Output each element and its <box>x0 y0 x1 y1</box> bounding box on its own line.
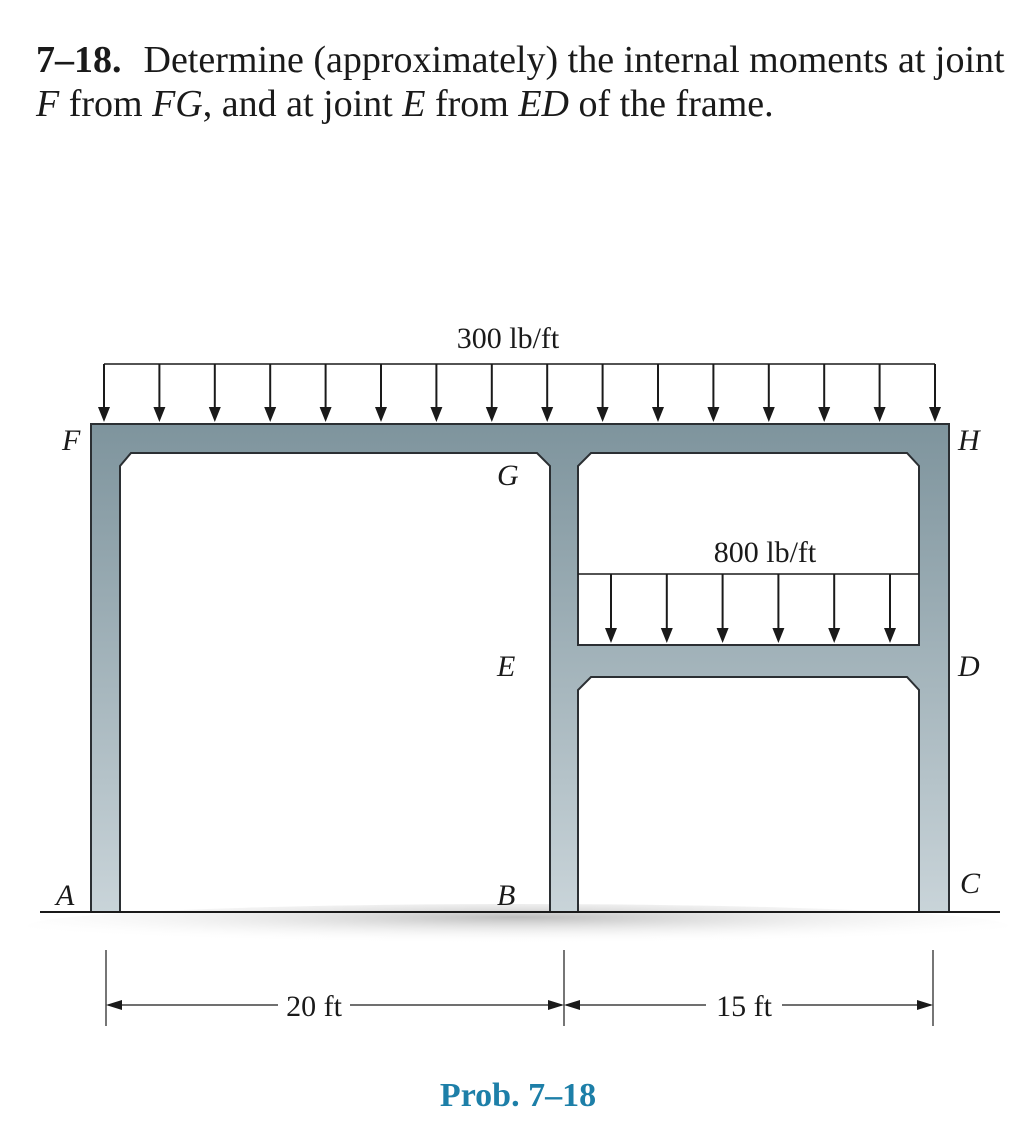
top-load-arrow-head <box>320 407 332 422</box>
top-load-arrow-head <box>707 407 719 422</box>
top-load-arrow-head <box>375 407 387 422</box>
statement-text-1: Determine (approximately) the internal moments at joint <box>143 39 1005 81</box>
ground-shadow <box>28 904 1008 948</box>
middle-load-label: 800 lb/ft <box>713 536 817 569</box>
dim-label-right: 15 ft <box>716 990 772 1023</box>
statement-text-3: , and at joint <box>202 83 403 125</box>
top-load-arrows <box>98 364 941 422</box>
top-load-arrow-head <box>818 407 830 422</box>
top-load-arrow-head <box>486 407 498 422</box>
joint-label-a: A <box>56 879 75 912</box>
problem-number: 7–18. <box>36 39 122 81</box>
dim-arrow-right-start <box>564 1000 580 1010</box>
joint-f-ref: F <box>36 83 60 125</box>
top-distributed-load <box>98 322 941 422</box>
joint-label-c: C <box>960 867 981 900</box>
middle-distributed-load <box>578 536 919 643</box>
middle-load-arrow-head <box>605 628 617 643</box>
top-load-arrow-head <box>929 407 941 422</box>
top-load-arrow-head <box>153 407 165 422</box>
statement-text-5: of the frame. <box>568 83 774 125</box>
middle-load-arrow-head <box>717 628 729 643</box>
frame-members <box>91 424 949 912</box>
top-load-arrow-head <box>652 407 664 422</box>
dim-arrow-left-start <box>106 1000 122 1010</box>
joint-label-e: E <box>497 650 516 683</box>
top-load-arrow-head <box>430 407 442 422</box>
joint-label-h: H <box>958 424 980 457</box>
member-ed-ref: ED <box>518 83 569 125</box>
middle-load-arrows <box>605 574 896 643</box>
dim-arrow-right-end <box>917 1000 933 1010</box>
middle-load-arrow-head <box>828 628 840 643</box>
joint-label-b: B <box>497 879 516 912</box>
top-load-arrow-head <box>209 407 221 422</box>
top-load-arrow-head <box>264 407 276 422</box>
joint-e-ref: E <box>402 83 426 125</box>
top-load-arrow-head <box>874 407 886 422</box>
dim-arrow-left-end <box>548 1000 564 1010</box>
top-load-arrow-head <box>98 407 110 422</box>
middle-load-arrow-head <box>661 628 673 643</box>
statement-text-2: from <box>59 83 153 125</box>
middle-load-arrow-head <box>884 628 896 643</box>
top-load-arrow-head <box>541 407 553 422</box>
middle-load-arrow-head <box>772 628 784 643</box>
dim-label-left: 20 ft <box>286 990 342 1023</box>
member-fg-ref: FG <box>152 83 203 125</box>
top-load-arrow-head <box>763 407 775 422</box>
joint-label-d: D <box>958 650 980 683</box>
dimension-lines <box>106 950 933 1026</box>
joint-label-g: G <box>497 459 519 492</box>
top-load-arrow-head <box>597 407 609 422</box>
joint-label-f: F <box>62 424 81 457</box>
statement-text-4: from <box>425 83 519 125</box>
top-load-label: 300 lb/ft <box>456 322 560 355</box>
figure-caption: Prob. 7–18 <box>439 1077 597 1114</box>
